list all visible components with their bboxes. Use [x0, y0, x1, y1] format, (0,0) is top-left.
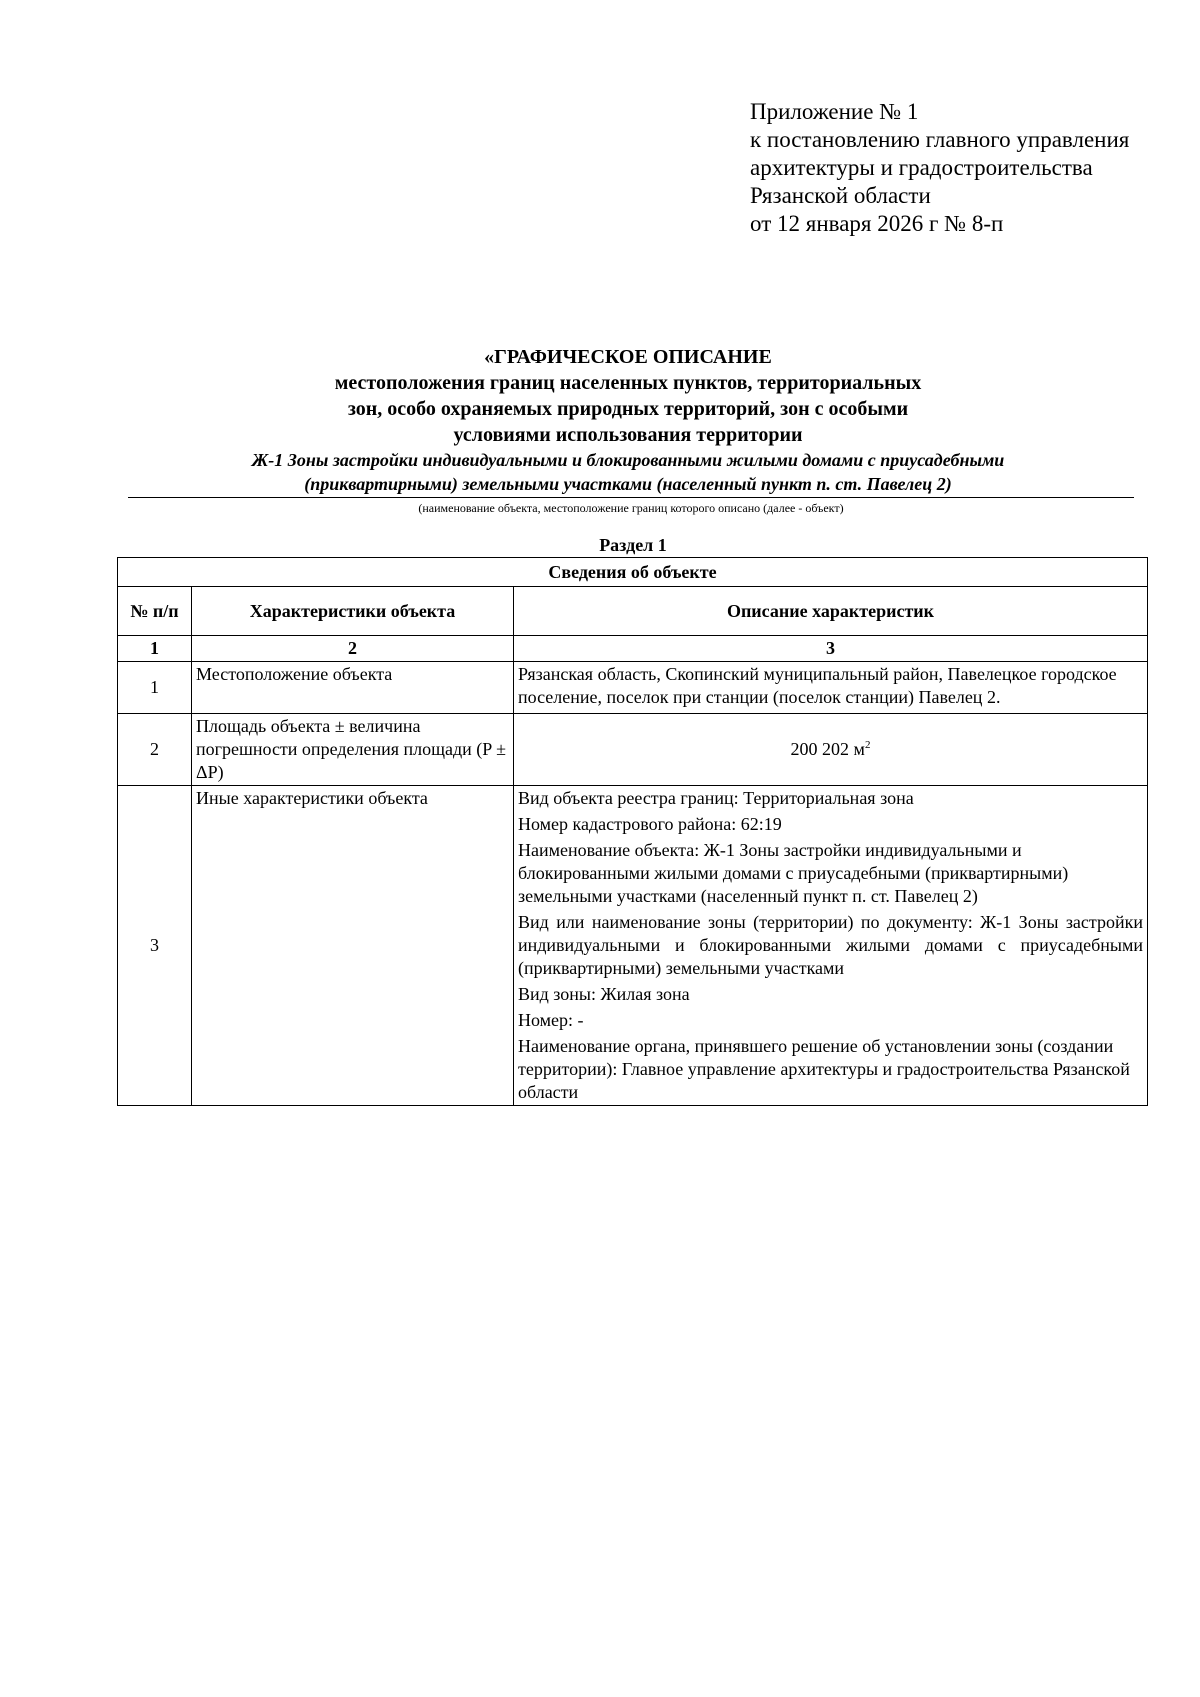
object-name-line: Ж-1 Зоны застройки индивидуальными и блокированными жилыми домами с приусадебными — [251, 450, 1005, 470]
title-underline — [128, 497, 1134, 498]
description-line: Вид объекта реестра границ: Территориальная зона — [518, 788, 914, 808]
title-subtitle-line: местоположения границ населенных пунктов, территориальных — [334, 372, 922, 394]
table-header-row — [118, 587, 1148, 636]
description-line: Вид зоны: Жилая зона — [518, 984, 690, 1004]
title-subtitle-line: условиями использования территории — [453, 424, 803, 446]
appendix-date-line: от 12 января 2026 г № 8-п — [750, 211, 1004, 236]
table-title-row — [118, 558, 1148, 587]
description-line: Вид или наименование зоны (территории) по документу: Ж-1 Зоны застройки индивидуальными и блокированными жилыми домами с приусадебными (приквартирными) земельными участками — [518, 912, 1143, 978]
description-line: Наименование органа, принявшего решение об установлении зоны (создании территории): Главное управление архитектуры и градостроительства Рязанской области — [518, 1036, 1130, 1102]
row-characteristic: Площадь объекта ± величина погрешности определения площади (P ± ΔP) — [192, 714, 514, 786]
description-line: Номер кадастрового района: 62:19 — [518, 814, 782, 834]
row-number: 2 — [118, 714, 192, 786]
document-title — [118, 344, 1138, 496]
column-number: 1 — [118, 636, 192, 662]
row-description-area — [514, 714, 1148, 786]
row-description: Рязанская область, Скопинский муниципальный район, Павелецкое городское поселение, поселок при станции (поселок станции) Павелец 2. — [514, 662, 1148, 714]
header-description: Описание характеристик — [514, 587, 1148, 636]
row-characteristic: Иные характеристики объекта — [192, 786, 514, 1106]
table-row — [118, 786, 1148, 1106]
area-unit-superscript: 2 — [864, 739, 871, 751]
description-line: Наименование объекта: Ж-1 Зоны застройки индивидуальными и блокированными жилыми домами с приусадебными (приквартирными) земельными участками (населенный пункт п. ст. Павелец 2) — [518, 840, 1069, 906]
object-name-line: (приквартирными) земельными участками (населенный пункт п. ст. Павелец 2) — [304, 474, 952, 494]
title-subtitle-line: зон, особо охраняемых природных территорий, зон с особыми — [347, 398, 909, 420]
row-number: 3 — [118, 786, 192, 1106]
title-main: «ГРАФИЧЕСКОЕ ОПИСАНИЕ — [484, 346, 772, 368]
table-row — [118, 714, 1148, 786]
appendix-line: архитектуры и градостроительства — [750, 155, 1093, 180]
section-title: Раздел 1 — [599, 535, 667, 555]
description-line: Номер: - — [518, 1010, 584, 1030]
appendix-line: Приложение № 1 — [750, 99, 919, 124]
object-info-table — [117, 557, 1148, 1106]
table-row — [118, 662, 1148, 714]
row-number: 1 — [118, 662, 192, 714]
appendix-line: Рязанской области — [750, 183, 931, 208]
column-number: 2 — [192, 636, 514, 662]
area-value: 200 202 м — [790, 739, 865, 759]
appendix-line: к постановлению главного управления — [750, 127, 1130, 152]
title-note: (наименование объекта, местоположение границ которого описано (далее - объект) — [418, 501, 844, 515]
row-characteristic: Местоположение объекта — [192, 662, 514, 714]
column-number: 3 — [514, 636, 1148, 662]
appendix-header — [750, 98, 1180, 238]
table-title: Сведения об объекте — [118, 558, 1148, 587]
header-characteristic: Характеристики объекта — [192, 587, 514, 636]
header-number: № п/п — [118, 587, 192, 636]
column-number-row — [118, 636, 1148, 662]
row-description-list — [514, 786, 1148, 1106]
